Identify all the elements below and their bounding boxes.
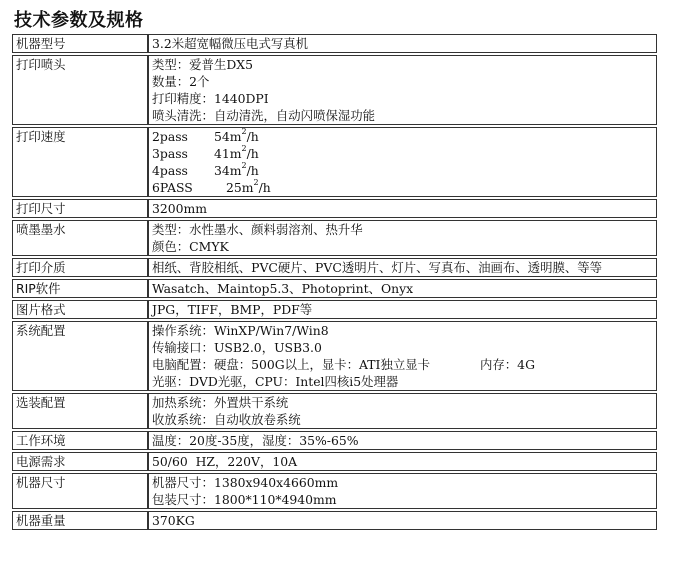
table-row — [12, 258, 657, 277]
row-value: 加热系统：外置烘干系统 收放系统：自动收放卷系统 — [148, 393, 657, 429]
table-row — [12, 321, 657, 391]
row-value: 类型：爱普生DX5 数量：2个 打印精度：1440DPI 喷头清洗：自动清洗，自动闪喷保湿功能 — [148, 55, 657, 125]
row-label: 机器尺寸 — [12, 473, 148, 509]
table-row — [12, 452, 657, 471]
row-value: 50/60 HZ，220V，10A — [148, 452, 657, 471]
row-value: 370KG — [148, 511, 657, 530]
row-label: 打印速度 — [12, 127, 148, 197]
row-value: 3.2米超宽幅微压电式写真机 — [148, 34, 657, 53]
row-label: RIP软件 — [12, 279, 148, 298]
table-row — [12, 34, 657, 53]
row-value: 2pass $54m^2/h$ 3pass $41m^2/h$ 4pass $34m^2/h$ 6PASS $25m^2/h$ — [148, 127, 657, 197]
row-label: 机器型号 — [12, 34, 148, 53]
table-row — [12, 199, 657, 218]
row-label: 图片格式 — [12, 300, 148, 319]
row-value: JPG，TIFF，BMP，PDF等 — [148, 300, 657, 319]
table-row — [12, 127, 657, 197]
row-label: 选装配置 — [12, 393, 148, 429]
spec-table — [12, 32, 657, 532]
row-label: 电源需求 — [12, 452, 148, 471]
row-value: Wasatch、Maintop5.3、Photoprint、Onyx — [148, 279, 657, 298]
table-row — [12, 511, 657, 530]
row-label: 喷墨墨水 — [12, 220, 148, 256]
row-label: 系统配置 — [12, 321, 148, 391]
table-row — [12, 473, 657, 509]
table-row — [12, 55, 657, 125]
row-value: 3200mm — [148, 199, 657, 218]
table-row — [12, 220, 657, 256]
table-row — [12, 279, 657, 298]
row-value: 类型：水性墨水、颜料弱溶剂、热升华 颜色：CMYK — [148, 220, 657, 256]
row-label: 打印介质 — [12, 258, 148, 277]
table-row — [12, 431, 657, 450]
row-label: 工作环境 — [12, 431, 148, 450]
row-label: 打印喷头 — [12, 55, 148, 125]
row-value: 机器尺寸：1380x940x4660mm 包装尺寸：1800*110*4940mm — [148, 473, 657, 509]
table-row — [12, 300, 657, 319]
row-value: 温度：20度-35度，湿度：35%-65% — [148, 431, 657, 450]
row-label: 机器重量 — [12, 511, 148, 530]
page-title: 技术参数及规格 — [14, 10, 144, 31]
row-value: 操作系统：WinXP/Win7/Win8 传输接口：USB2.0，USB3.0 电脑配置：硬盘：500G以上，显卡：ATI独立显卡 内存：4G 光驱：DVD光驱，CPU：Intel四核i5处理器 — [148, 321, 657, 391]
row-label: 打印尺寸 — [12, 199, 148, 218]
row-value: 相纸、背胶相纸、PVC硬片、PVC透明片、灯片、写真布、油画布、透明膜、等等 — [148, 258, 657, 277]
table-row — [12, 393, 657, 429]
